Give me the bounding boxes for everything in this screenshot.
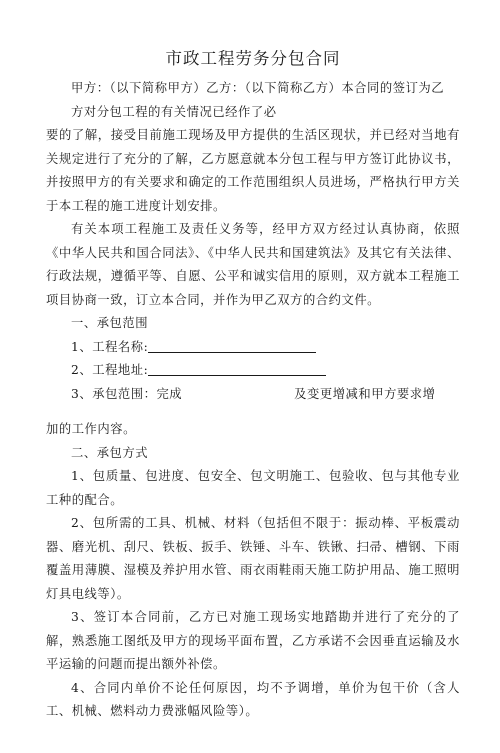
project-address-blank bbox=[148, 361, 326, 376]
section-heading-scope: 一、承包范围 bbox=[71, 316, 149, 330]
preamble-line-1: 甲方：（以下简称甲方）乙方：（以下简称乙方）本合同的签订为乙 bbox=[71, 81, 445, 95]
project-address-label: 2、工程地址: bbox=[71, 363, 149, 377]
item-contract-scope bbox=[46, 383, 460, 407]
contract-page bbox=[0, 46, 500, 753]
clause-1: 1、包质量、包进度、包安全、包文明施工、包验收、包与其他专业工种的配合。 bbox=[46, 469, 460, 507]
paragraph-legal-basis: 有关本项工程施工及责任义务等，经甲方双方经过认真协商，依照《中华人民共和国合同法》、《中华人民共和国建筑法》及其它有关法律、行政法规，遵循平等、自愿、公平和诚实信用的原则，双方就本工程施工项目协商一致，订立本合同，并作为甲乙双方的合约文件。 bbox=[46, 222, 460, 307]
contract-scope-label: 3、承包范围：完成 bbox=[71, 386, 183, 401]
section-heading-method: 二、承包方式 bbox=[71, 445, 149, 460]
item-project-address bbox=[46, 359, 460, 383]
preamble-line-2: 方对分包工程的有关情况已经作了必 bbox=[71, 104, 277, 119]
paragraph-understanding: 要的了解，接受目前施工现场及甲方提供的生活区现状，并已经对当地有关规定进行了充分的了解，乙方愿意就本分包工程与甲方签订此协议书，并按照甲方的有关要求和确定的工作范围组织人员进场，严格执行甲方关于本工程的施工进度计划安排。 bbox=[46, 128, 460, 213]
item-project-name bbox=[46, 336, 460, 360]
contract-scope-tail: 及变更增减和甲方要求增 bbox=[294, 386, 436, 401]
spacer bbox=[46, 406, 460, 418]
contract-scope-continuation: 加的工作内容。 bbox=[46, 422, 136, 436]
clause-2: 2、包所需的工具、机械、材料（包括但不限于：振动棒、平板震动器、磨光机、刮尺、铁板、扳手、铁锤、斗车、铁锹、扫帚、槽钢、下雨覆盖用薄膜、湿模及养护用水管、雨衣雨鞋雨天施工防护用品、施工照明灯具电线等）。 bbox=[46, 516, 460, 601]
clause-4: 4、合同内单价不论任何原因，均不予调增，单价为包干价（含人工、机械、燃料动力费涨幅风险等）。 bbox=[46, 680, 460, 718]
clause-3: 3、签订本合同前，乙方已对施工现场实地踏勘并进行了充分的了解，熟悉施工图纸及甲方的现场平面布置，乙方承诺不会因垂直运输及水平运输的问题而提出额外补偿。 bbox=[46, 610, 460, 671]
project-name-label: 1、工程名称: bbox=[71, 339, 149, 354]
document-title: 市政工程劳务分包合同 bbox=[165, 49, 341, 68]
project-name-blank bbox=[148, 338, 316, 353]
